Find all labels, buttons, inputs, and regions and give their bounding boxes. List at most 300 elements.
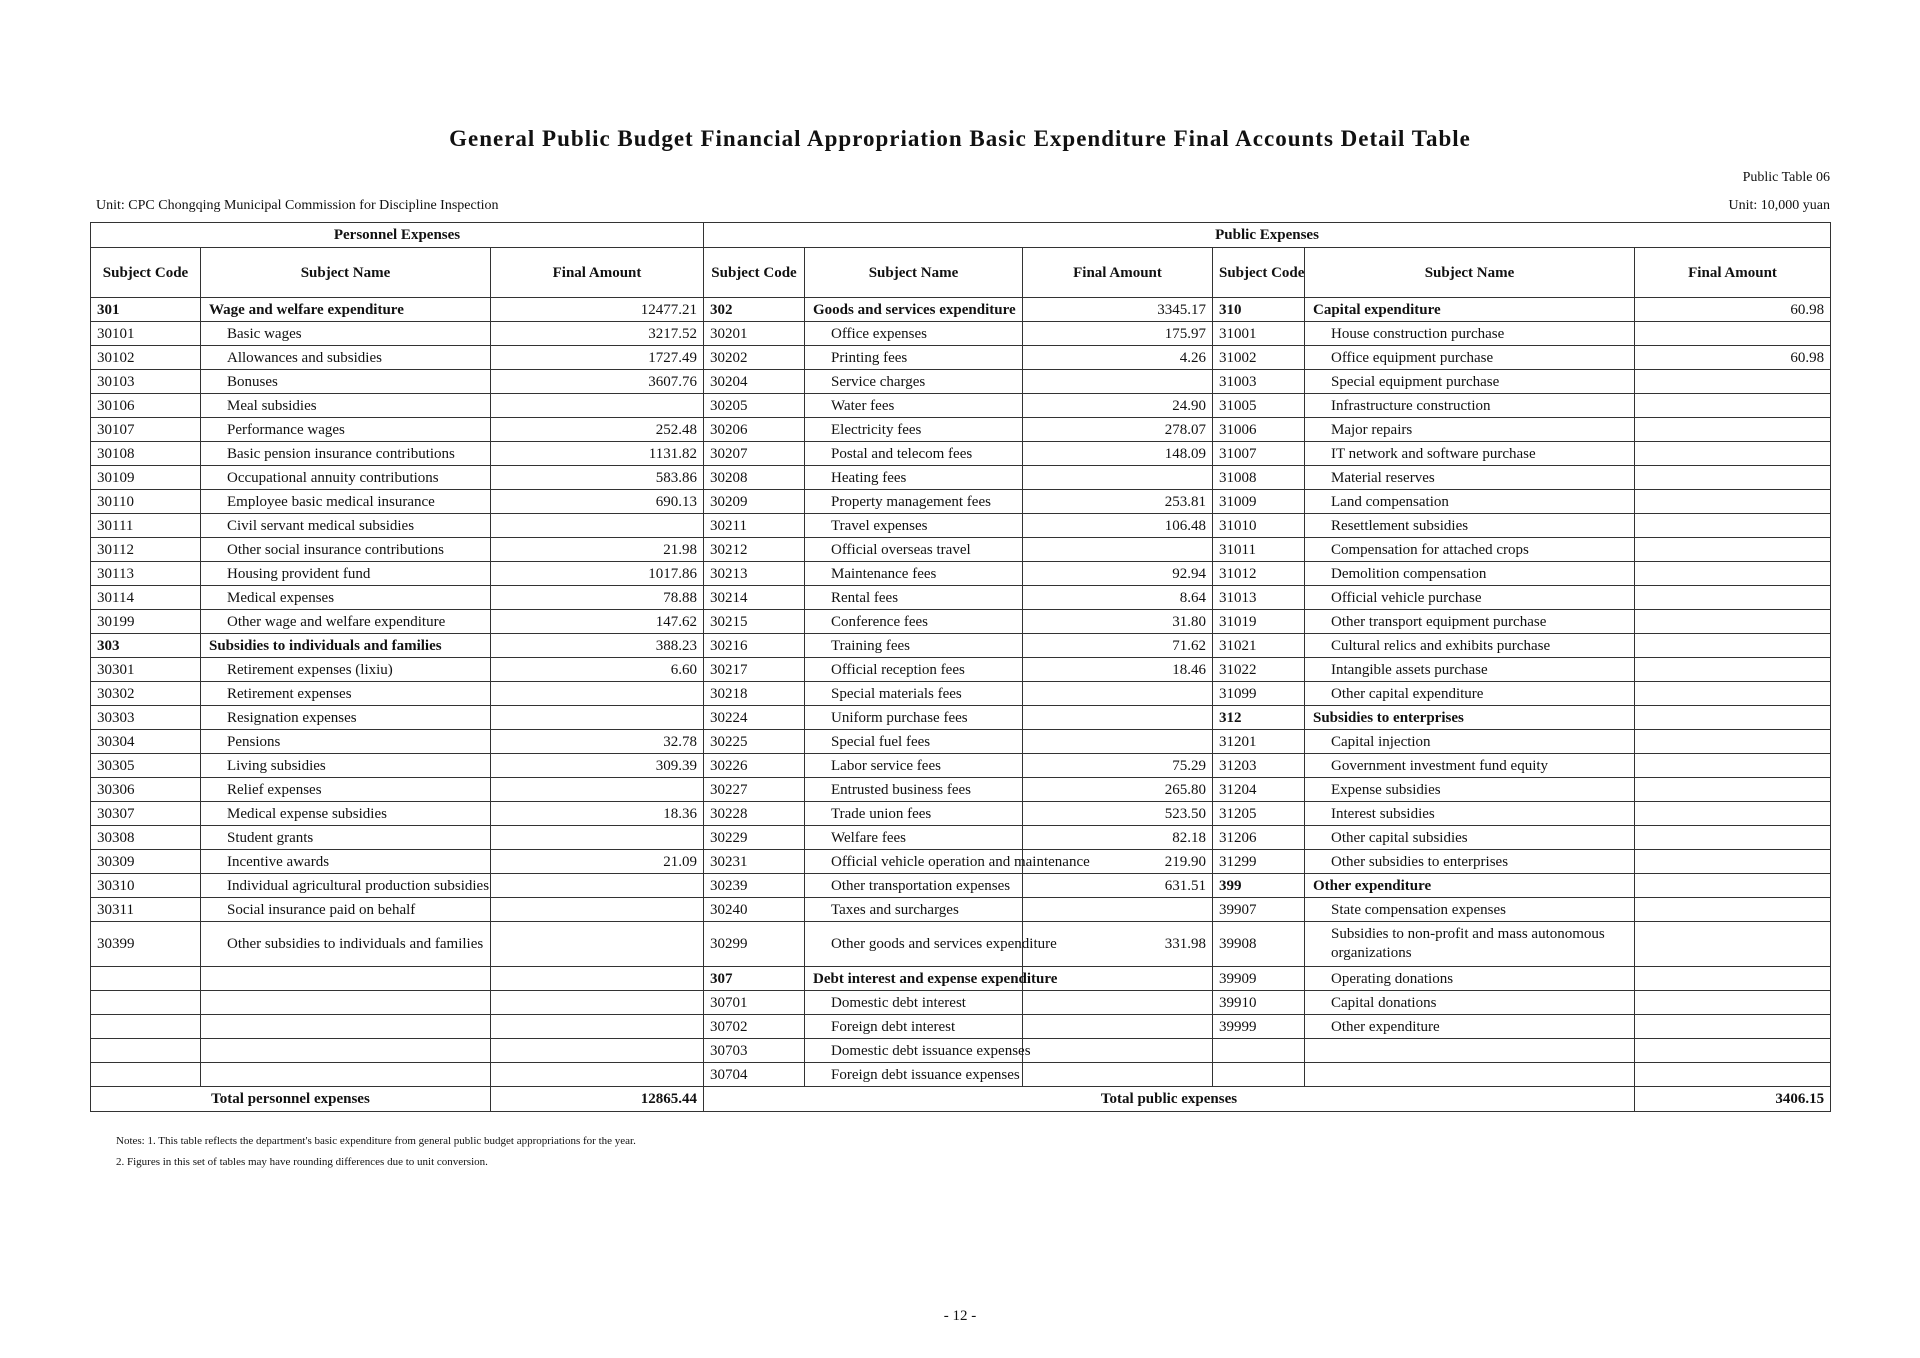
public-a-final-amount	[1023, 706, 1213, 730]
personnel-subject-code	[91, 967, 201, 991]
public-b-subject-code: 31005	[1213, 394, 1305, 418]
personnel-subject-code: 30114	[91, 586, 201, 610]
public-a-subject-code: 30201	[704, 322, 805, 346]
public-a-final-amount	[1023, 370, 1213, 394]
public-b-subject-name: Government investment fund equity	[1305, 754, 1635, 778]
public-a-subject-code: 30213	[704, 562, 805, 586]
personnel-final-amount: 583.86	[491, 466, 704, 490]
public-a-final-amount: 24.90	[1023, 394, 1213, 418]
public-a-subject-code: 30212	[704, 538, 805, 562]
public-b-final-amount	[1635, 322, 1831, 346]
personnel-final-amount	[491, 967, 704, 991]
personnel-subject-code: 30112	[91, 538, 201, 562]
totals-row	[91, 1087, 1831, 1112]
public-b-subject-name: Other expenditure	[1305, 1015, 1635, 1039]
public-b-subject-name: Land compensation	[1305, 490, 1635, 514]
public-b-final-amount	[1635, 991, 1831, 1015]
personnel-subject-code: 30111	[91, 514, 201, 538]
table-row	[91, 490, 1831, 514]
public-b-final-amount: 60.98	[1635, 346, 1831, 370]
public-b-subject-name: IT network and software purchase	[1305, 442, 1635, 466]
currency-unit: Unit: 10,000 yuan	[1728, 198, 1830, 213]
public-a-final-amount: 8.64	[1023, 586, 1213, 610]
public-b-final-amount	[1635, 778, 1831, 802]
personnel-final-amount	[491, 778, 704, 802]
public-a-final-amount: 106.48	[1023, 514, 1213, 538]
public-b-final-amount	[1635, 802, 1831, 826]
public-b-subject-code: 31010	[1213, 514, 1305, 538]
personnel-subject-name: Living subsidies	[201, 754, 491, 778]
public-b-subject-code: 31002	[1213, 346, 1305, 370]
personnel-subject-code: 303	[91, 634, 201, 658]
public-b-final-amount	[1635, 706, 1831, 730]
public-b-subject-code: 31204	[1213, 778, 1305, 802]
table-row	[91, 682, 1831, 706]
personnel-subject-code: 30303	[91, 706, 201, 730]
public-a-subject-name: Other transportation expenses	[805, 874, 1023, 898]
table-row	[91, 370, 1831, 394]
public-a-final-amount: 331.98	[1023, 922, 1213, 967]
table-row	[91, 466, 1831, 490]
table-row	[91, 922, 1831, 967]
personnel-final-amount	[491, 898, 704, 922]
personnel-subject-name: Other wage and welfare expenditure	[201, 610, 491, 634]
public-a-final-amount: 31.80	[1023, 610, 1213, 634]
personnel-subject-code: 30108	[91, 442, 201, 466]
personnel-subject-name: Civil servant medical subsidies	[201, 514, 491, 538]
public-a-final-amount: 148.09	[1023, 442, 1213, 466]
public-b-final-amount	[1635, 874, 1831, 898]
public-b-final-amount	[1635, 610, 1831, 634]
personnel-subject-name: Performance wages	[201, 418, 491, 442]
personnel-final-amount	[491, 514, 704, 538]
personnel-final-amount: 1017.86	[491, 562, 704, 586]
public-b-subject-code: 31019	[1213, 610, 1305, 634]
personnel-final-amount	[491, 922, 704, 967]
personnel-subject-name	[201, 1063, 491, 1087]
table-row	[91, 346, 1831, 370]
personnel-subject-name: Pensions	[201, 730, 491, 754]
personnel-subject-name: Resignation expenses	[201, 706, 491, 730]
public-b-subject-name: Office equipment purchase	[1305, 346, 1635, 370]
table-row	[91, 754, 1831, 778]
footnote-1: Notes: 1. This table reflects the department's basic expenditure from general public budget appropriations for the year.	[116, 1135, 636, 1147]
public-b-subject-code: 39908	[1213, 922, 1305, 967]
public-b-subject-code: 31013	[1213, 586, 1305, 610]
personnel-subject-name: Allowances and subsidies	[201, 346, 491, 370]
public-a-subject-name: Property management fees	[805, 490, 1023, 514]
personnel-subject-code: 30101	[91, 322, 201, 346]
public-b-subject-code: 31008	[1213, 466, 1305, 490]
table-row	[91, 1063, 1831, 1087]
table-row	[91, 802, 1831, 826]
public-b-final-amount	[1635, 658, 1831, 682]
public-b-final-amount	[1635, 730, 1831, 754]
personnel-final-amount: 78.88	[491, 586, 704, 610]
personnel-subject-name: Bonuses	[201, 370, 491, 394]
personnel-subject-code: 30113	[91, 562, 201, 586]
table-row	[91, 418, 1831, 442]
public-b-subject-name: Intangible assets purchase	[1305, 658, 1635, 682]
public-a-subject-code: 30207	[704, 442, 805, 466]
table-row	[91, 967, 1831, 991]
public-a-final-amount	[1023, 538, 1213, 562]
personnel-final-amount: 252.48	[491, 418, 704, 442]
public-b-final-amount	[1635, 442, 1831, 466]
public-b-subject-name: Operating donations	[1305, 967, 1635, 991]
public-a-subject-code: 30239	[704, 874, 805, 898]
public-b-subject-code: 310	[1213, 298, 1305, 322]
public-a-subject-name: Foreign debt interest	[805, 1015, 1023, 1039]
public-a-subject-code: 30702	[704, 1015, 805, 1039]
column-header-amount: Final Amount	[1635, 248, 1831, 298]
personnel-subject-code: 30106	[91, 394, 201, 418]
personnel-final-amount: 690.13	[491, 490, 704, 514]
public-a-subject-code: 302	[704, 298, 805, 322]
public-b-subject-code: 31011	[1213, 538, 1305, 562]
public-b-final-amount	[1635, 1063, 1831, 1087]
form-number: Public Table 06	[1742, 170, 1830, 185]
personnel-subject-code: 30107	[91, 418, 201, 442]
public-a-subject-code: 30216	[704, 634, 805, 658]
personnel-final-amount: 147.62	[491, 610, 704, 634]
column-header-code: Subject Code	[1213, 248, 1305, 298]
public-a-final-amount	[1023, 1039, 1213, 1063]
public-a-subject-code: 30225	[704, 730, 805, 754]
public-b-subject-code	[1213, 1063, 1305, 1087]
public-a-subject-code: 30206	[704, 418, 805, 442]
personnel-final-amount: 3217.52	[491, 322, 704, 346]
public-a-subject-code: 30217	[704, 658, 805, 682]
table-row	[91, 658, 1831, 682]
personnel-subject-code: 30110	[91, 490, 201, 514]
public-a-subject-code: 30208	[704, 466, 805, 490]
public-a-subject-code: 30229	[704, 826, 805, 850]
public-b-subject-name	[1305, 1063, 1635, 1087]
public-a-subject-name: Printing fees	[805, 346, 1023, 370]
public-b-subject-code: 399	[1213, 874, 1305, 898]
public-a-final-amount	[1023, 730, 1213, 754]
public-b-subject-name: Special equipment purchase	[1305, 370, 1635, 394]
public-b-subject-name	[1305, 1039, 1635, 1063]
public-b-final-amount	[1635, 394, 1831, 418]
footnotes	[116, 1131, 636, 1173]
personnel-subject-name: Student grants	[201, 826, 491, 850]
personnel-subject-code: 30310	[91, 874, 201, 898]
public-b-subject-name: Other expenditure	[1305, 874, 1635, 898]
public-a-subject-code: 30703	[704, 1039, 805, 1063]
personnel-final-amount: 21.09	[491, 850, 704, 874]
public-a-subject-code: 30214	[704, 586, 805, 610]
personnel-subject-code	[91, 1015, 201, 1039]
personnel-subject-name: Basic pension insurance contributions	[201, 442, 491, 466]
public-a-subject-name: Goods and services expenditure	[805, 298, 1023, 322]
public-a-subject-code: 30209	[704, 490, 805, 514]
personnel-final-amount: 3607.76	[491, 370, 704, 394]
public-b-final-amount	[1635, 538, 1831, 562]
personnel-subject-code: 30302	[91, 682, 201, 706]
table-row	[91, 442, 1831, 466]
public-b-subject-name: House construction purchase	[1305, 322, 1635, 346]
personnel-subject-code	[91, 991, 201, 1015]
public-a-subject-code: 30299	[704, 922, 805, 967]
public-b-subject-code: 39999	[1213, 1015, 1305, 1039]
table-row	[91, 394, 1831, 418]
personnel-subject-code: 30301	[91, 658, 201, 682]
public-a-subject-name: Taxes and surcharges	[805, 898, 1023, 922]
table-row	[91, 706, 1831, 730]
public-a-subject-name: Rental fees	[805, 586, 1023, 610]
table-row	[91, 562, 1831, 586]
public-a-subject-name: Entrusted business fees	[805, 778, 1023, 802]
public-a-subject-name: Foreign debt issuance expenses	[805, 1063, 1023, 1087]
personnel-subject-code	[91, 1063, 201, 1087]
page-title: General Public Budget Financial Appropriation Basic Expenditure Final Accounts Detail Table	[449, 126, 1471, 151]
personnel-subject-name: Other social insurance contributions	[201, 538, 491, 562]
public-b-subject-code: 31022	[1213, 658, 1305, 682]
personnel-subject-name: Wage and welfare expenditure	[201, 298, 491, 322]
public-b-subject-name: Demolition compensation	[1305, 562, 1635, 586]
public-a-final-amount: 523.50	[1023, 802, 1213, 826]
public-b-final-amount	[1635, 490, 1831, 514]
personnel-subject-name: Medical expenses	[201, 586, 491, 610]
personnel-final-amount	[491, 826, 704, 850]
public-b-subject-name: Capital donations	[1305, 991, 1635, 1015]
public-b-final-amount	[1635, 370, 1831, 394]
personnel-final-amount: 1131.82	[491, 442, 704, 466]
public-a-subject-code: 30231	[704, 850, 805, 874]
public-a-final-amount	[1023, 682, 1213, 706]
personnel-subject-code: 301	[91, 298, 201, 322]
public-a-subject-code: 30704	[704, 1063, 805, 1087]
public-b-subject-name: Capital injection	[1305, 730, 1635, 754]
public-b-final-amount	[1635, 922, 1831, 967]
table-row	[91, 730, 1831, 754]
public-b-subject-code: 31299	[1213, 850, 1305, 874]
public-a-subject-code: 30228	[704, 802, 805, 826]
personnel-final-amount: 309.39	[491, 754, 704, 778]
public-a-final-amount: 278.07	[1023, 418, 1213, 442]
personnel-total-label: Total personnel expenses	[91, 1087, 491, 1112]
personnel-final-amount	[491, 706, 704, 730]
footnote-2: 2. Figures in this set of tables may have rounding differences due to unit conversion.	[116, 1156, 488, 1168]
personnel-final-amount	[491, 1015, 704, 1039]
personnel-final-amount: 388.23	[491, 634, 704, 658]
column-header-amount: Final Amount	[491, 248, 704, 298]
public-b-subject-code: 39909	[1213, 967, 1305, 991]
personnel-subject-name: Incentive awards	[201, 850, 491, 874]
public-a-subject-name: Heating fees	[805, 466, 1023, 490]
public-b-final-amount	[1635, 1039, 1831, 1063]
public-b-subject-name: Other transport equipment purchase	[1305, 610, 1635, 634]
public-b-subject-name: Official vehicle purchase	[1305, 586, 1635, 610]
table-row	[91, 610, 1831, 634]
personnel-final-amount: 32.78	[491, 730, 704, 754]
public-a-final-amount: 75.29	[1023, 754, 1213, 778]
personnel-subject-name: Social insurance paid on behalf	[201, 898, 491, 922]
page-number: - 12 -	[943, 1308, 977, 1324]
personnel-subject-name	[201, 1039, 491, 1063]
personnel-subject-name: Subsidies to individuals and families	[201, 634, 491, 658]
public-a-final-amount: 71.62	[1023, 634, 1213, 658]
personnel-final-amount: 6.60	[491, 658, 704, 682]
public-a-subject-code: 30240	[704, 898, 805, 922]
public-b-final-amount	[1635, 1015, 1831, 1039]
personnel-final-amount: 1727.49	[491, 346, 704, 370]
public-b-subject-code: 31006	[1213, 418, 1305, 442]
personnel-final-amount	[491, 1039, 704, 1063]
public-b-subject-name: Compensation for attached crops	[1305, 538, 1635, 562]
public-b-subject-name: Material reserves	[1305, 466, 1635, 490]
public-b-final-amount	[1635, 754, 1831, 778]
public-a-subject-code: 30224	[704, 706, 805, 730]
personnel-subject-name: Occupational annuity contributions	[201, 466, 491, 490]
table-row	[91, 898, 1831, 922]
public-b-final-amount	[1635, 826, 1831, 850]
public-b-subject-code: 31001	[1213, 322, 1305, 346]
public-b-subject-code: 31099	[1213, 682, 1305, 706]
public-a-subject-name: Postal and telecom fees	[805, 442, 1023, 466]
personnel-total-value: 12865.44	[491, 1087, 704, 1112]
public-b-subject-code: 31009	[1213, 490, 1305, 514]
public-a-subject-name: Maintenance fees	[805, 562, 1023, 586]
table-row	[91, 778, 1831, 802]
public-a-subject-name: Training fees	[805, 634, 1023, 658]
table-row	[91, 538, 1831, 562]
personnel-subject-name: Retirement expenses	[201, 682, 491, 706]
group-header-personnel: Personnel Expenses	[91, 223, 704, 248]
public-a-final-amount: 4.26	[1023, 346, 1213, 370]
personnel-final-amount	[491, 991, 704, 1015]
public-a-subject-code: 30202	[704, 346, 805, 370]
public-a-subject-name: Uniform purchase fees	[805, 706, 1023, 730]
public-a-final-amount: 175.97	[1023, 322, 1213, 346]
personnel-final-amount	[491, 874, 704, 898]
public-b-final-amount	[1635, 466, 1831, 490]
public-a-subject-name: Conference fees	[805, 610, 1023, 634]
personnel-subject-code	[91, 1039, 201, 1063]
table-row	[91, 634, 1831, 658]
public-b-final-amount	[1635, 562, 1831, 586]
public-a-subject-code: 30215	[704, 610, 805, 634]
public-a-subject-name: Service charges	[805, 370, 1023, 394]
table-row	[91, 874, 1831, 898]
personnel-subject-code: 30102	[91, 346, 201, 370]
table-row	[91, 850, 1831, 874]
public-a-final-amount	[1023, 1015, 1213, 1039]
reporting-unit: Unit: CPC Chongqing Municipal Commission for Discipline Inspection	[96, 198, 499, 213]
personnel-subject-name: Basic wages	[201, 322, 491, 346]
public-b-subject-name: Infrastructure construction	[1305, 394, 1635, 418]
public-a-subject-name: Labor service fees	[805, 754, 1023, 778]
table-row	[91, 298, 1831, 322]
public-b-subject-name: Other capital subsidies	[1305, 826, 1635, 850]
group-header-public: Public Expenses	[704, 223, 1831, 248]
public-b-final-amount	[1635, 634, 1831, 658]
public-b-subject-name: State compensation expenses	[1305, 898, 1635, 922]
public-a-subject-name: Official reception fees	[805, 658, 1023, 682]
personnel-subject-name	[201, 991, 491, 1015]
public-b-final-amount	[1635, 850, 1831, 874]
personnel-subject-code: 30306	[91, 778, 201, 802]
public-b-subject-name: Interest subsidies	[1305, 802, 1635, 826]
public-b-subject-code: 39907	[1213, 898, 1305, 922]
public-a-subject-code: 30701	[704, 991, 805, 1015]
public-a-subject-code: 30226	[704, 754, 805, 778]
public-b-subject-code: 31021	[1213, 634, 1305, 658]
public-a-final-amount	[1023, 898, 1213, 922]
public-a-final-amount: 219.90	[1023, 850, 1213, 874]
table-body	[91, 298, 1831, 1087]
public-b-final-amount	[1635, 682, 1831, 706]
public-a-final-amount: 18.46	[1023, 658, 1213, 682]
public-a-final-amount: 3345.17	[1023, 298, 1213, 322]
personnel-final-amount	[491, 1063, 704, 1087]
public-a-subject-name: Debt interest and expense expenditure	[805, 967, 1023, 991]
personnel-subject-code: 30109	[91, 466, 201, 490]
public-a-final-amount: 631.51	[1023, 874, 1213, 898]
table-row	[91, 514, 1831, 538]
public-a-final-amount: 265.80	[1023, 778, 1213, 802]
public-b-final-amount	[1635, 514, 1831, 538]
public-total-value: 3406.15	[1635, 1087, 1831, 1112]
public-a-subject-name: Domestic debt interest	[805, 991, 1023, 1015]
public-a-subject-name: Water fees	[805, 394, 1023, 418]
public-a-subject-name: Trade union fees	[805, 802, 1023, 826]
personnel-subject-code: 30308	[91, 826, 201, 850]
public-a-final-amount	[1023, 1063, 1213, 1087]
public-b-subject-name: Expense subsidies	[1305, 778, 1635, 802]
public-b-subject-name: Other capital expenditure	[1305, 682, 1635, 706]
column-header-name: Subject Name	[805, 248, 1023, 298]
public-b-subject-name: Capital expenditure	[1305, 298, 1635, 322]
public-a-subject-code: 30227	[704, 778, 805, 802]
personnel-subject-code: 30103	[91, 370, 201, 394]
personnel-subject-name: Employee basic medical insurance	[201, 490, 491, 514]
column-header-name: Subject Name	[1305, 248, 1635, 298]
public-a-final-amount	[1023, 991, 1213, 1015]
public-total-label: Total public expenses	[704, 1087, 1635, 1112]
public-a-subject-code: 30205	[704, 394, 805, 418]
public-b-final-amount	[1635, 586, 1831, 610]
public-a-subject-name: Electricity fees	[805, 418, 1023, 442]
personnel-subject-name: Medical expense subsidies	[201, 802, 491, 826]
table-row	[91, 322, 1831, 346]
public-b-subject-code: 312	[1213, 706, 1305, 730]
public-a-subject-name: Special materials fees	[805, 682, 1023, 706]
personnel-subject-name: Other subsidies to individuals and families	[201, 922, 491, 967]
public-b-subject-code	[1213, 1039, 1305, 1063]
public-a-subject-code: 30204	[704, 370, 805, 394]
table-row	[91, 586, 1831, 610]
public-a-subject-name: Official overseas travel	[805, 538, 1023, 562]
public-a-subject-code: 307	[704, 967, 805, 991]
public-a-subject-name: Special fuel fees	[805, 730, 1023, 754]
personnel-subject-name	[201, 967, 491, 991]
public-a-final-amount: 253.81	[1023, 490, 1213, 514]
personnel-subject-name: Meal subsidies	[201, 394, 491, 418]
personnel-final-amount: 18.36	[491, 802, 704, 826]
personnel-subject-code: 30305	[91, 754, 201, 778]
public-b-subject-name: Other subsidies to enterprises	[1305, 850, 1635, 874]
public-b-subject-code: 31203	[1213, 754, 1305, 778]
public-b-final-amount	[1635, 967, 1831, 991]
public-a-subject-name: Domestic debt issuance expenses	[805, 1039, 1023, 1063]
column-header-amount: Final Amount	[1023, 248, 1213, 298]
personnel-final-amount	[491, 682, 704, 706]
personnel-subject-name	[201, 1015, 491, 1039]
table-row	[91, 826, 1831, 850]
